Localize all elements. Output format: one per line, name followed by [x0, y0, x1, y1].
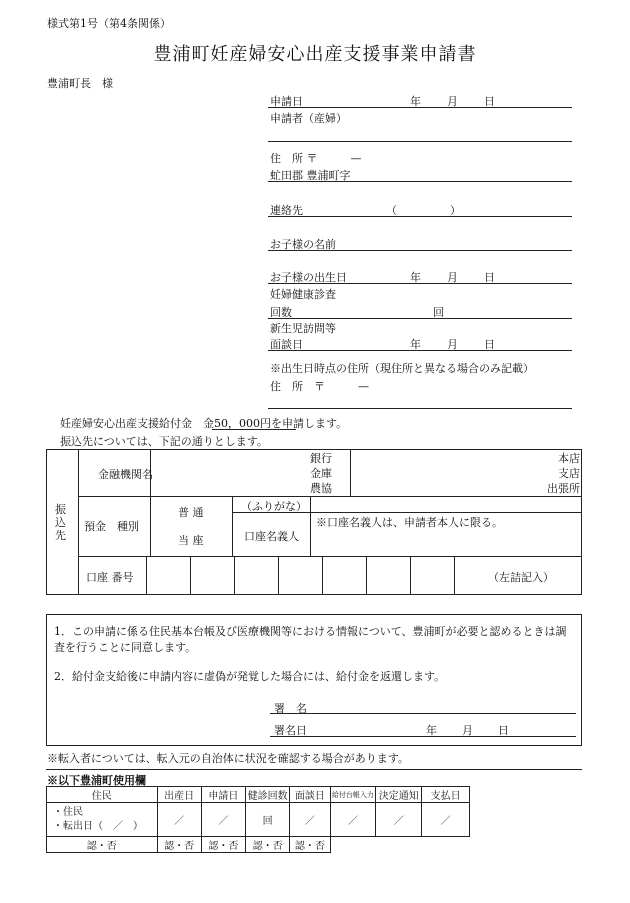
town-label: 虻田郡 豊浦町字: [270, 169, 351, 182]
office-resident-line-1: ・住民: [53, 806, 83, 818]
page-title: 豊浦町妊産婦安心出産支援事業申請書: [153, 44, 477, 65]
birth-address-note: ※出生日時点の住所（現住所と異なる場合のみ記載）: [270, 362, 534, 375]
request-text-2: 振込先については、下記の通りとします。: [60, 435, 268, 448]
branch-type-main: 本店: [558, 452, 580, 465]
year-label: 年: [410, 95, 421, 108]
birth-address-field[interactable]: [268, 408, 572, 409]
account-type-ordinary[interactable]: 普 通: [178, 506, 204, 519]
contact-paren-close: ）: [450, 204, 461, 217]
transfer-note: ※転入者については、転入元の自治体に状況を確認する場合があります。: [47, 752, 409, 765]
account-number-label: 口座 番号: [86, 571, 134, 584]
office-birth-cell[interactable]: ／: [157, 803, 201, 837]
birth-month-label: 月: [447, 271, 458, 284]
furigana-label: （ふりがな）: [241, 500, 307, 513]
bank-type-list: [310, 451, 332, 496]
consent-item-1: 1．この申請に係る住民基本台帳及び医療機関等における情報について、豊浦町が必要と認めるときは調査を行うことに同意します。: [54, 625, 567, 654]
office-use-table: [46, 786, 470, 853]
bank-type-nokyo: 農協: [310, 482, 332, 495]
office-approve-resident[interactable]: 認・否: [47, 837, 158, 853]
child-name-label: お子様の名前: [270, 238, 336, 251]
contact-label: 連絡先: [270, 204, 303, 217]
bank-type-shinkin: 金庫: [310, 467, 332, 480]
interview-year-label: 年: [410, 338, 421, 351]
office-header-apply: 申請日: [201, 787, 245, 803]
signature-date-label: 署名日: [274, 724, 307, 737]
interview-day-label: 日: [484, 338, 495, 351]
month-label: 月: [447, 95, 458, 108]
address-label: 住 所 〒 —: [270, 152, 362, 165]
interview-date-label: 面談日: [270, 338, 303, 351]
application-date-label: 申請日: [270, 95, 303, 108]
applicant-name-field[interactable]: [268, 141, 572, 142]
count-unit: 回: [433, 306, 444, 319]
address-field[interactable]: [268, 181, 572, 182]
holder-note: ※口座名義人は、申請者本人に限る。: [316, 516, 503, 529]
institution-label: 金融機関名: [98, 468, 153, 481]
day-label: 日: [484, 95, 495, 108]
birth-date-label: お子様の出生日: [270, 271, 347, 284]
addressee: 豊浦町長 様: [47, 77, 113, 90]
office-header-interview: 面談日: [290, 787, 330, 803]
office-approve-checkups[interactable]: 認・否: [245, 837, 289, 853]
consent-item-2: 2．給付金支給後に申請内容に虚偽が発覚した場合には、給付金を返還します。: [54, 670, 446, 683]
branch-type-list: [530, 451, 580, 496]
checkup-label: 妊婦健康診査: [270, 288, 336, 301]
contact-paren-open: （: [386, 204, 397, 217]
request-text-1: 妊産婦安心出産支援給付金 金50，000円を申請します。: [60, 417, 348, 430]
signature-date-field[interactable]: [270, 736, 576, 737]
office-header-birth: 出産日: [157, 787, 201, 803]
contact-field[interactable]: [268, 216, 572, 217]
signature-field[interactable]: [270, 713, 576, 714]
signature-year-label: 年: [426, 724, 437, 737]
account-type-label: 預金 種別: [84, 520, 139, 533]
office-header-resident: 住民: [47, 787, 158, 803]
office-approve-interview[interactable]: 認・否: [290, 837, 330, 853]
birth-year-label: 年: [410, 271, 421, 284]
count-label: 回数: [270, 306, 292, 319]
office-payment-cell[interactable]: ／: [422, 803, 470, 837]
checkup-count-field[interactable]: [268, 318, 572, 319]
office-ledger-cell[interactable]: ／: [330, 803, 376, 837]
bank-side-label: 振込先: [55, 503, 66, 542]
office-interview-cell[interactable]: ／: [290, 803, 330, 837]
form-number: 様式第1号（第4条関係）: [47, 17, 171, 30]
left-align-note: （左詰記入）: [488, 571, 554, 584]
bank-type-bank: 銀行: [310, 452, 332, 465]
birth-day-label: 日: [484, 271, 495, 284]
interview-month-label: 月: [447, 338, 458, 351]
newborn-visit-label: 新生児訪問等: [270, 322, 336, 335]
holder-label: 口座名義人: [244, 530, 299, 543]
office-resident-line-2: ・転出日（ ／ ）: [53, 820, 143, 832]
office-header-ledger: 給付台帳入力: [330, 787, 376, 803]
interview-date-field[interactable]: [268, 350, 572, 351]
office-checkups-cell[interactable]: 回: [245, 803, 289, 837]
office-header-decision: 決定通知: [376, 787, 422, 803]
applicant-label: 申請者（産婦）: [270, 112, 347, 125]
child-name-field[interactable]: [268, 250, 572, 251]
account-type-current[interactable]: 当 座: [178, 534, 204, 547]
office-header-payment: 支払日: [422, 787, 470, 803]
birth-date-field[interactable]: [268, 283, 572, 284]
office-resident-cell: [47, 803, 158, 837]
office-approve-birth[interactable]: 認・否: [157, 837, 201, 853]
office-header-checkups: 健診回数: [245, 787, 289, 803]
signature-label: 署 名: [274, 702, 307, 715]
branch-type-sub: 出張所: [547, 482, 580, 495]
branch-type-branch: 支店: [558, 467, 580, 480]
birth-address-label: 住 所 〒 —: [270, 380, 369, 393]
signature-month-label: 月: [462, 724, 473, 737]
office-decision-cell[interactable]: ／: [376, 803, 422, 837]
office-apply-cell[interactable]: ／: [201, 803, 245, 837]
office-use-label: ※以下豊浦町使用欄: [47, 774, 146, 787]
office-approve-apply[interactable]: 認・否: [201, 837, 245, 853]
signature-day-label: 日: [498, 724, 509, 737]
